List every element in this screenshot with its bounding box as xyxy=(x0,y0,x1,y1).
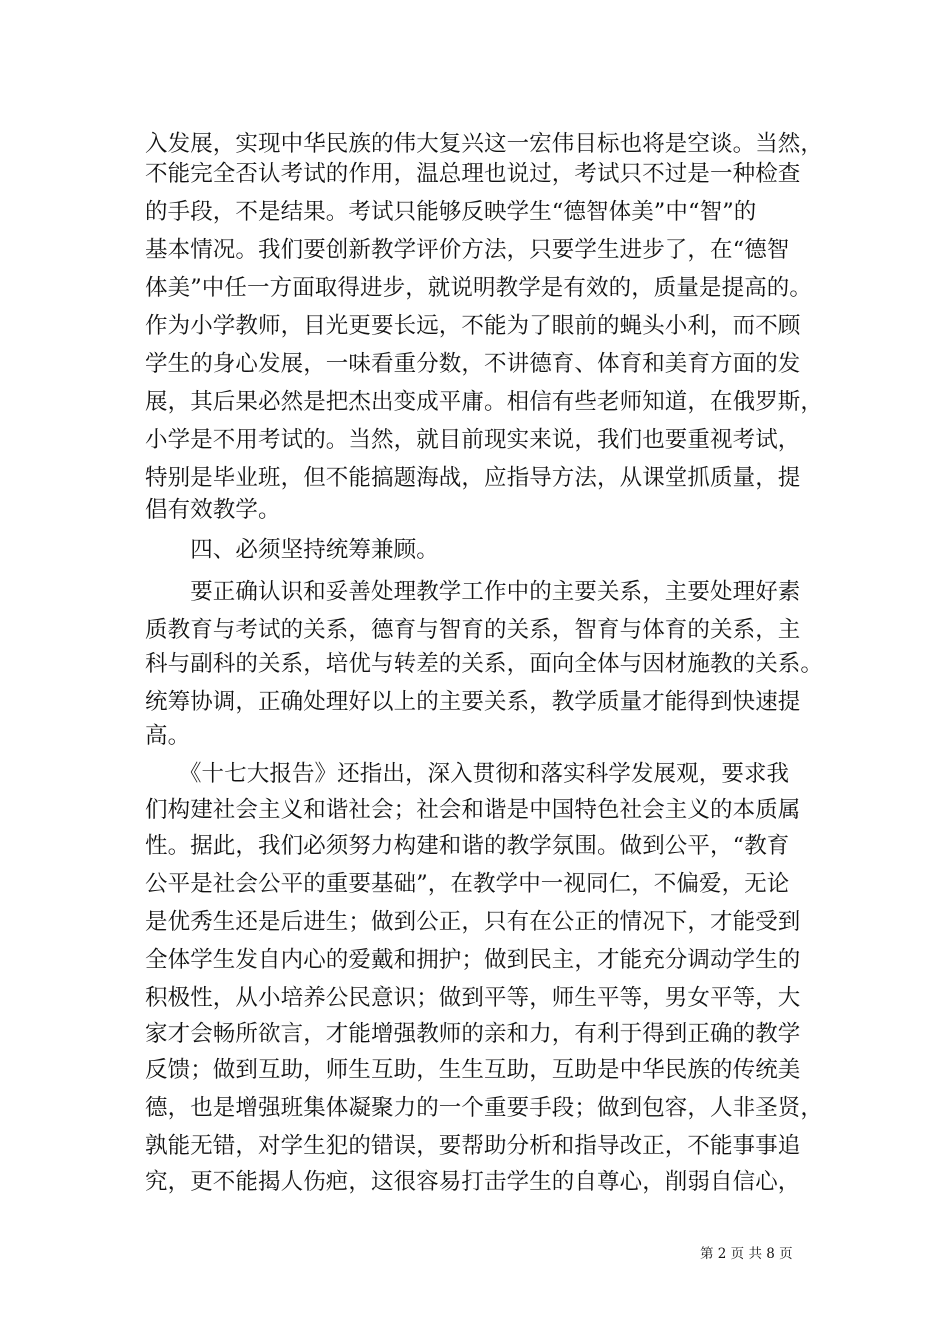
body-line: 全体学生发自内心的爱戴和拥护；做到民主，才能充分调动学生的 xyxy=(145,947,801,973)
body-line: 特别是毕业班，但不能搞题海战，应指导方法，从课堂抓质量，提 xyxy=(145,465,801,491)
body-line: 科与副科的关系，培优与转差的关系，面向全体与因材施教的关系。 xyxy=(145,651,824,677)
body-line: 的手段，不是结果。考试只能够反映学生“德智体美”中“智”的 xyxy=(145,199,757,225)
body-line: 德，也是增强班集体凝聚力的一个重要手段；做到包容，人非圣贤， xyxy=(145,1095,824,1121)
body-line: 高。 xyxy=(145,723,191,749)
body-line: 究，更不能揭人伤疤，这很容易打击学生的自尊心，削弱自信心， xyxy=(145,1169,801,1195)
body-line: 是优秀生还是后进生；做到公正，只有在公正的情况下，才能受到 xyxy=(145,909,801,935)
body-line: 倡有效教学。 xyxy=(145,497,281,523)
body-line: 不能完全否认考试的作用，温总理也说过，考试只不过是一种检查 xyxy=(145,161,801,187)
body-line: 家才会畅所欲言，才能增强教师的亲和力，有利于得到正确的教学 xyxy=(145,1021,801,1047)
body-line: 性。据此，我们必须努力构建和谐的教学氛围。做到公平，“教育 xyxy=(145,833,790,859)
page-number-footer: 第 2 页 共 8 页 xyxy=(700,1246,793,1262)
body-line: 反馈；做到互助，师生互助，生生互助，互助是中华民族的传统美 xyxy=(145,1057,801,1083)
body-line: 质教育与考试的关系，德育与智育的关系，智育与体育的关系，主 xyxy=(145,617,801,643)
body-line: 展，其后果必然是把杰出变成平庸。相信有些老师知道，在俄罗斯， xyxy=(145,389,824,415)
body-line: 作为小学教师，目光更要长远，不能为了眼前的蝇头小利，而不顾 xyxy=(145,313,801,339)
body-line: 公平是社会公平的重要基础”，在教学中一视同仁，不偏爱，无论 xyxy=(145,871,790,897)
body-line: 统筹协调，正确处理好以上的主要关系，教学质量才能得到快速提 xyxy=(145,689,801,715)
section-heading: 四、必须坚持统筹兼顾。 xyxy=(145,537,439,563)
body-line: 入发展，实现中华民族的伟大复兴这一宏伟目标也将是空谈。当然， xyxy=(145,131,824,157)
body-line: 小学是不用考试的。当然，就目前现实来说，我们也要重视考试， xyxy=(145,427,801,453)
body-line: 基本情况。我们要创新教学评价方法，只要学生进步了，在“德智 xyxy=(145,237,790,263)
body-line: 孰能无错，对学生犯的错误，要帮助分析和指导改正，不能事事追 xyxy=(145,1133,801,1159)
body-line: 要正确认识和妥善处理教学工作中的主要关系，主要处理好素 xyxy=(145,579,801,605)
body-line: 积极性，从小培养公民意识；做到平等，师生平等，男女平等，大 xyxy=(145,985,801,1011)
body-line: 学生的身心发展，一味看重分数，不讲德育、体育和美育方面的发 xyxy=(145,351,801,377)
body-line: 们构建社会主义和谐社会；社会和谐是中国特色社会主义的本质属 xyxy=(145,797,801,823)
body-line: 《十七大报告》还指出，深入贯彻和落实科学发展观，要求我 xyxy=(145,761,790,787)
body-line: 体美”中任一方面取得进步，就说明教学是有效的，质量是提高的。 xyxy=(145,275,813,301)
